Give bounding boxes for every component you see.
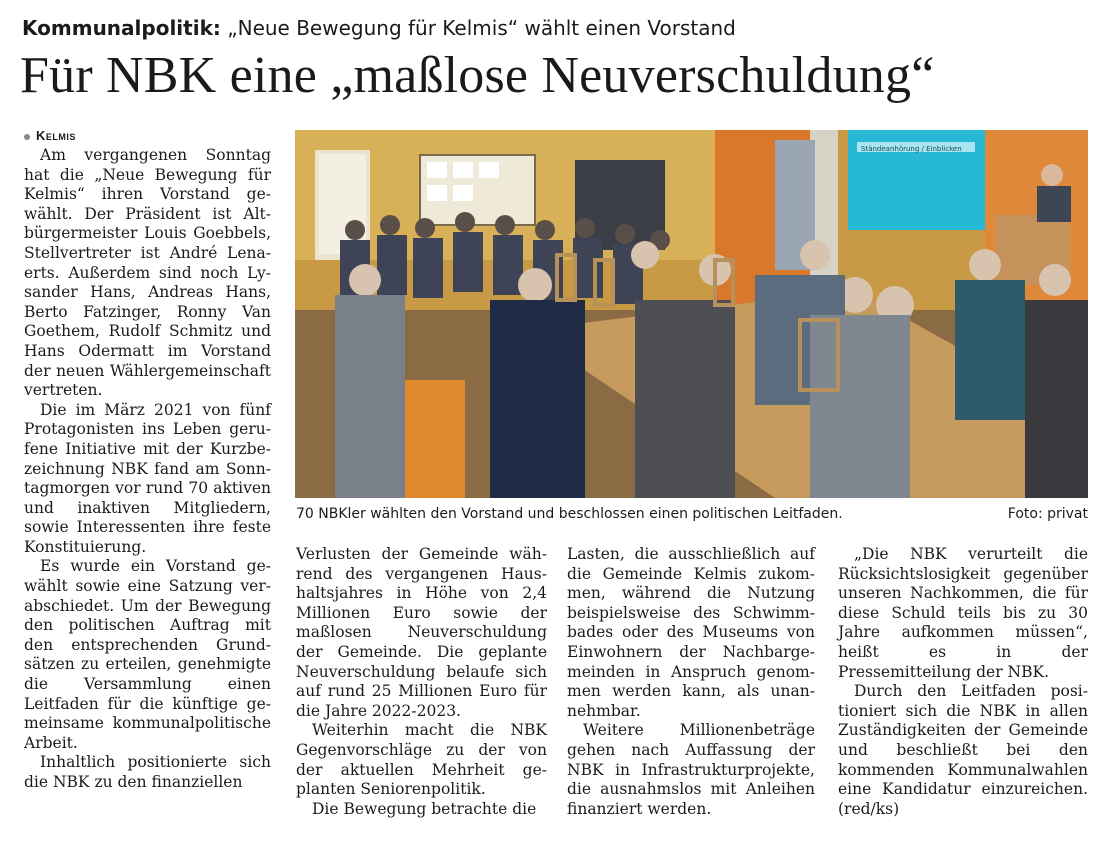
paragraph: Weiterhin macht die NBK Gegenvorschläge zu der von der aktuellen Mehrheit geplanten Seniorenpolitik. xyxy=(296,721,547,799)
paragraph: Verlusten der Gemeinde während des vergangenen Haushaltsjahres in Höhe von 2,4 Millionen Euro sowie der maßlosen Neuverschuldung der Gemeinde. Die geplante Neuverschuldung belaufe sich auf rund 25 Millionen Euro für die Jahre 2022-2023. xyxy=(296,545,547,720)
paragraph: Inhaltlich positionierte sich die NBK zu den finanziellen xyxy=(24,753,271,791)
caption-text: 70 NBKler wählten den Vorstand und beschlossen einen politischen Leitfaden. xyxy=(296,506,843,522)
paragraph: Es wurde ein Vorstand gewählt sowie eine Satzung verabschiedet. Um der Bewegung den politischen Auftrag mit den entsprechenden Grundsätzen zu erteilen, genehmigte die Versammlung einen Leitfaden für die künftige gemeinsame kommunalpolitische Arbeit. xyxy=(24,557,271,752)
paragraph: Durch den Leitfaden positioniert sich die NBK in allen Zuständigkeiten der Gemeinde und beschließt bei den kommenden Kommunalwahlen eine Kandidatur einzureichen. (red/ks) xyxy=(838,682,1088,818)
photo-caption xyxy=(296,506,1088,522)
paragraph: Die im März 2021 von fünf Protagonisten ins Leben gerufene Initiative mit der Kurzbezeichnung NBK fand am Sonntagmorgen vor rund 70 aktiven und inaktiven Mitgliedern, sowie Interessenten ihre feste Konstituierung. xyxy=(24,400,271,556)
paragraph: Die Bewegung betrachte die xyxy=(312,799,537,818)
slide-title: Ständeanhörung / Einblicken xyxy=(861,145,962,153)
dateline-text: Kelmis xyxy=(36,128,76,143)
text-column-4 xyxy=(838,545,1088,819)
paragraph: Weitere Millionenbeträge gehen nach Auffassung der NBK in Infrastrukturprojekte, die ausnahmslos mit Anleihen finanziert werden. xyxy=(567,721,815,818)
text-column-1 xyxy=(24,146,271,793)
bullet-icon xyxy=(24,134,30,140)
dateline xyxy=(24,128,76,143)
article-photo xyxy=(295,130,1088,498)
kicker-text: „Neue Bewegung für Kelmis“ wählt einen Vorstand xyxy=(227,16,736,40)
text-column-3 xyxy=(567,545,815,819)
paragraph: „Die NBK verurteilt die Rücksichtslosigkeit gegenüber unseren Nachkommen, die für diese Schuld teils bis zu 30 Jahre aufkommen müssen“, heißt es in der Pressemitteilung der NBK. xyxy=(838,545,1088,681)
article-kicker xyxy=(22,16,736,40)
meeting-photo-illustration xyxy=(295,130,1088,498)
paragraph: Lasten, die ausschließlich auf die Gemeinde Kelmis zukommen, während die Nutzung beispielsweise des Schwimmbades oder des Museums von Einwohnern der Nachbargemeinden in Anspruch genommen werden kann, als unannehmbar. xyxy=(567,545,815,720)
article-headline: Für NBK eine „maßlose Neuverschuldung“ xyxy=(20,47,935,104)
kicker-topic: Kommunalpolitik: xyxy=(22,16,221,40)
photo-credit: Foto: privat xyxy=(1007,506,1088,522)
text-column-2 xyxy=(296,545,547,819)
paragraph: Am vergangenen Sonntag hat die „Neue Bewegung für Kelmis“ ihren Vorstand gewählt. Der Präsident ist Altbürgermeister Louis Goebbels, Stellvertreter ist André Lenaerts. Außerdem sind noch Lysander Hans, Andreas Hans, Berto Fatzinger, Ronny Van Goethem, Rudolf Schmitz und Hans Odermatt im Vorstand der neuen Wählergemeinschaft vertreten. xyxy=(24,146,271,400)
